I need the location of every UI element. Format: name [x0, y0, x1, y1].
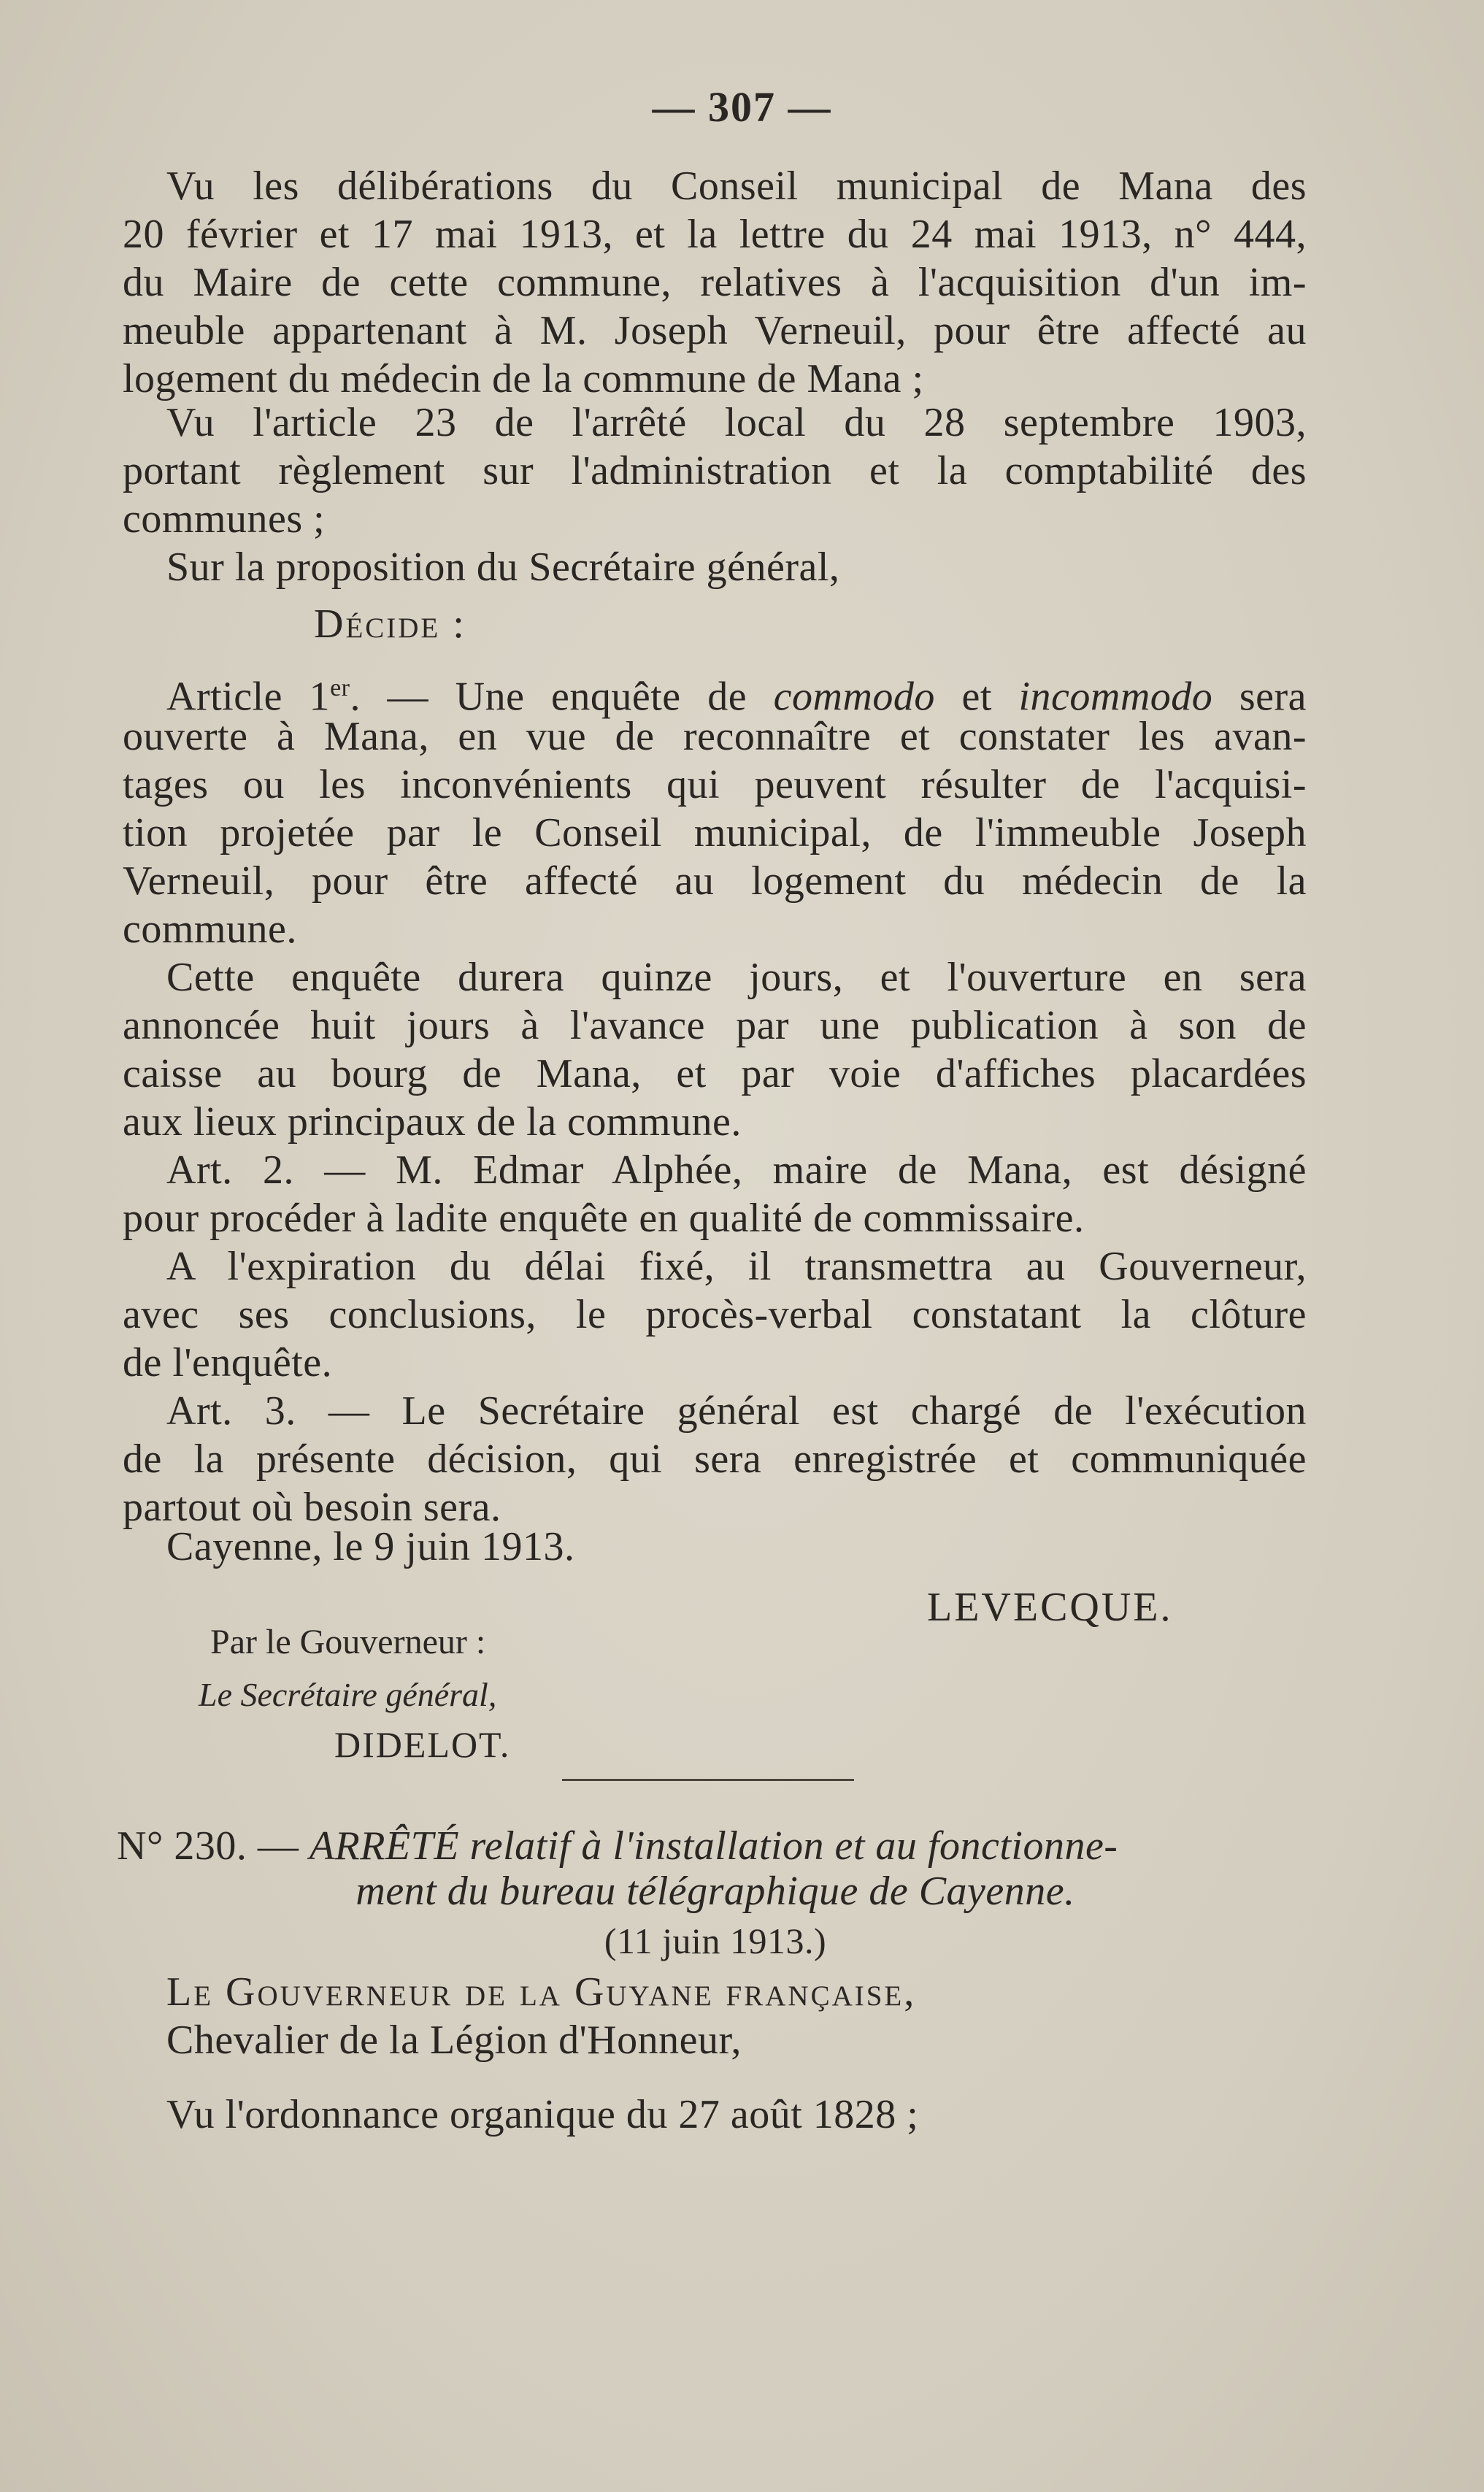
- gouverneur-line-3: Vu l'ordonnance organique du 27 août 1828 ;: [166, 2092, 919, 2137]
- text-line: Cette enquête durera quinze jours, et l'ouverture en sera: [166, 955, 1307, 1000]
- text-line: avec ses conclusions, le procès-verbal constatant la clôture: [123, 1292, 1307, 1337]
- text-line: communes ;: [123, 496, 326, 542]
- page-number: — 307 —: [652, 83, 832, 131]
- text-line: aux lieux principaux de la commune.: [123, 1099, 742, 1145]
- article-1-label: Article 1: [166, 674, 331, 720]
- text-line: portant règlement sur l'administration et la comptabilité des: [123, 448, 1307, 493]
- signature-title: Le Secrétaire général,: [199, 1676, 497, 1713]
- text-line: A l'expiration du délai fixé, il transmettra au Gouverneur,: [166, 1244, 1307, 1289]
- arrete-title-2: ment du bureau télégraphique de Cayenne.: [355, 1869, 1075, 1914]
- text-line: Vu les délibérations du Conseil municipal de Mana des: [166, 164, 1307, 209]
- signature-par: Par le Gouverneur :: [210, 1623, 486, 1661]
- signature-name: DIDELOT.: [334, 1724, 511, 1765]
- signature-governor: LEVECQUE.: [927, 1585, 1173, 1630]
- text-line: ouverte à Mana, en vue de reconnaître et constater les avan-: [123, 714, 1307, 759]
- arrete-date: (11 juin 1913.): [604, 1920, 827, 1961]
- text-line: Verneuil, pour être affecté au logement du médecin de la: [123, 858, 1307, 904]
- gouverneur-line-1: [166, 1968, 1307, 2016]
- date-place: Cayenne, le 9 juin 1913.: [166, 1524, 575, 1569]
- article-1-italic-2: incommodo: [1018, 674, 1213, 720]
- article-1-dash: . — Une enquête de: [350, 674, 774, 720]
- text-line: Art. 3. — Le Secrétaire général est chargé de l'exécution: [166, 1388, 1307, 1434]
- text-line: 20 février et 17 mai 1913, et la lettre du 24 mai 1913, n° 444,: [123, 212, 1307, 257]
- arrete-number: N° 230. —: [117, 1823, 310, 1869]
- article-1-end: sera: [1212, 674, 1307, 720]
- article-1-sup: er: [330, 674, 350, 701]
- section-divider: [562, 1779, 854, 1781]
- text-line: pour procéder à ladite enquête en qualité de commissaire.: [123, 1196, 1085, 1241]
- article-1-mid: et: [934, 674, 1019, 720]
- gouverneur-line-2: Chevalier de la Légion d'Honneur,: [166, 2018, 742, 2063]
- text-line: de la présente décision, qui sera enregistrée et communiquée: [123, 1437, 1307, 1482]
- gouverneur-title: Le Gouverneur de la Guyane française,: [166, 1969, 917, 2015]
- text-line: partout où besoin sera.: [123, 1485, 501, 1530]
- text-line: meuble appartenant à M. Joseph Verneuil, pour être affecté au: [123, 308, 1307, 353]
- text-line: Vu l'article 23 de l'arrêté local du 28 septembre 1903,: [166, 400, 1307, 445]
- text-line: tion projetée par le Conseil municipal, de l'immeuble Joseph: [123, 810, 1307, 855]
- arrete-title-1: ARRÊTÉ relatif à l'installation et au fonctionne-: [309, 1823, 1118, 1869]
- text-line: logement du médecin de la commune de Mana ;: [123, 356, 924, 401]
- text-line: Sur la proposition du Secrétaire général,: [166, 545, 840, 590]
- arrete-heading-line-1: [117, 1822, 1314, 1870]
- article-1-italic-1: commodo: [773, 674, 935, 720]
- text-line: annoncée huit jours à l'avance par une publication à son de: [123, 1003, 1307, 1048]
- text-line: Art. 2. — M. Edmar Alphée, maire de Mana, est désigné: [166, 1147, 1307, 1193]
- text-line: de l'enquête.: [123, 1340, 333, 1385]
- decide-heading: Décide :: [314, 601, 466, 647]
- text-line: tages ou les inconvénients qui peuvent résulter de l'acquisi-: [123, 762, 1307, 807]
- text-line: commune.: [123, 907, 297, 952]
- text-line: du Maire de cette commune, relatives à l'acquisition d'un im-: [123, 260, 1307, 305]
- text-line: caisse au bourg de Mana, et par voie d'affiches placardées: [123, 1051, 1307, 1096]
